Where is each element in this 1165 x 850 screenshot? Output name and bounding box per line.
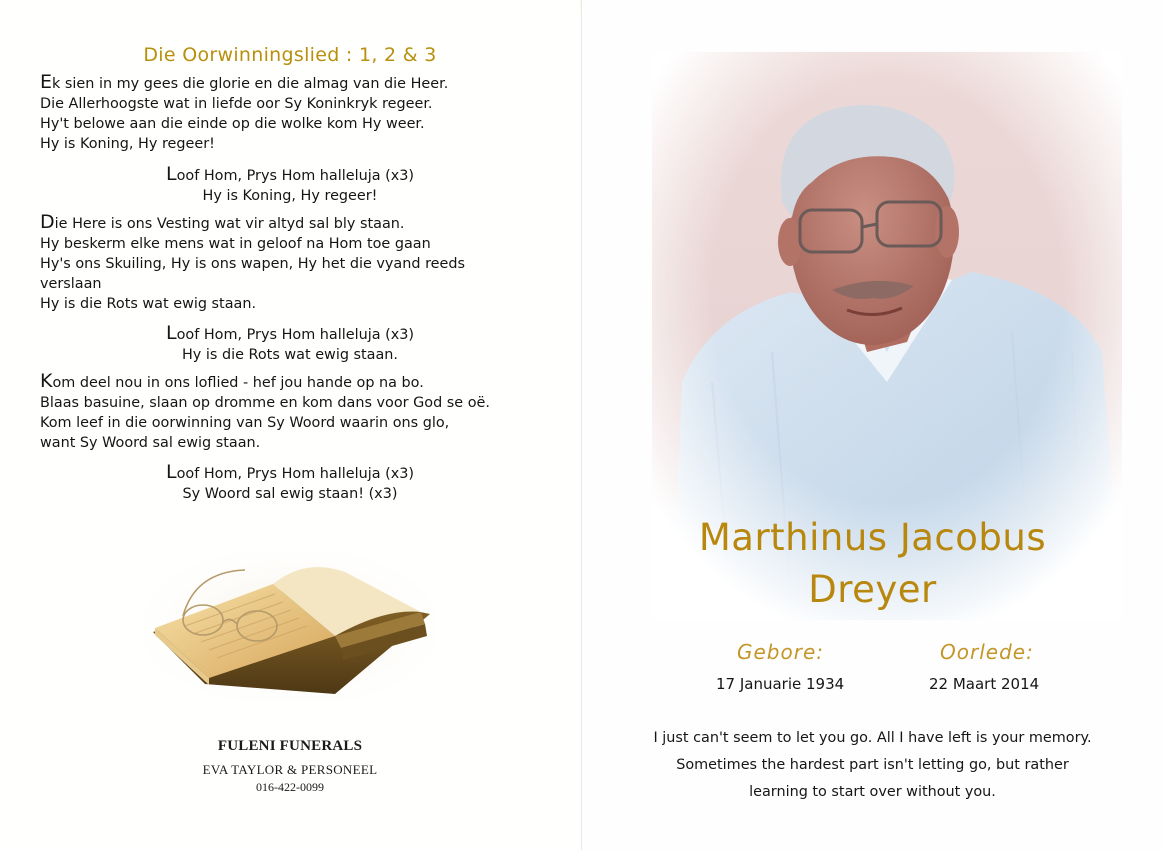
chorus-2 — [0, 322, 580, 365]
verse-line: Die Allerhoogste wat in liefde oor Sy Koninkryk regeer. — [40, 96, 433, 112]
verse-line: Hy't belowe aan die einde op die wolke kom Hy weer. — [40, 116, 425, 132]
left-panel — [0, 0, 580, 850]
verse-line: Hy beskerm elke mens wat in geloof na Hom toe gaan — [40, 236, 431, 252]
verse-2 — [40, 211, 560, 314]
verse-line: Hy is Koning, Hy regeer! — [40, 136, 215, 152]
quote-line: I just can't seem to let you go. All I have left is your memory. — [653, 730, 1092, 746]
verse-1 — [40, 71, 560, 154]
verse-3 — [40, 370, 560, 453]
born-label: Gebore: — [737, 640, 824, 664]
died-label: Oorlede: — [940, 640, 1034, 664]
verse-line: Hy's ons Skuiling, Hy is ons wapen, Hy het die vyand reeds — [40, 256, 466, 272]
chorus-initial: L — [166, 322, 177, 344]
funeral-home-staff: EVA TAYLOR & PERSONEEL — [202, 762, 378, 777]
verse-line: k sien in my gees die glorie en die almag van die Heer. — [52, 76, 449, 92]
chorus-line: Hy is Koning, Hy regeer! — [202, 188, 378, 204]
verse-initial: K — [40, 370, 53, 392]
chorus-initial: L — [166, 163, 177, 185]
quote-line: learning to start over without you. — [749, 784, 996, 800]
chorus-line: Sy Woord sal ewig staan! (x3) — [182, 486, 398, 502]
chorus-line: oof Hom, Prys Hom halleluja (x3) — [176, 327, 414, 343]
open-book-with-glasses-image — [145, 552, 435, 702]
funeral-home-name: FULENI FUNERALS — [217, 738, 363, 754]
deceased-name-line2: Dreyer — [808, 568, 937, 611]
verse-line: verslaan — [40, 276, 102, 292]
chorus-line: Hy is die Rots wat ewig staan. — [181, 347, 399, 363]
chorus-line: oof Hom, Prys Hom halleluja (x3) — [176, 168, 414, 184]
verse-line: ie Here is ons Vesting wat vir altyd sal bly staan. — [54, 216, 405, 232]
verse-line: Kom leef in die oorwinning van Sy Woord waarin ons glo, — [40, 415, 450, 431]
verse-line: want Sy Woord sal ewig staan. — [40, 435, 261, 451]
funeral-home-phone: 016-422-0099 — [256, 780, 324, 794]
born-date: 17 Januarie 1934 — [716, 675, 845, 693]
verse-initial: D — [40, 211, 55, 233]
verse-line: Blaas basuine, slaan op dromme en kom dans voor God se oë. — [40, 395, 490, 411]
hymn-title: Die Oorwinningslied : 1, 2 & 3 — [143, 44, 437, 66]
chorus-initial: L — [166, 461, 177, 483]
verse-line: Hy is die Rots wat ewig staan. — [40, 296, 257, 312]
verse-line: om deel nou in ons loflied - hef jou hande op na bo. — [52, 375, 424, 391]
died-date: 22 Maart 2014 — [929, 675, 1040, 693]
chorus-3 — [0, 461, 580, 504]
verse-initial: E — [40, 71, 53, 93]
chorus-1 — [0, 163, 580, 206]
memorial-quote — [580, 725, 1165, 806]
quote-line: Sometimes the hardest part isn't letting go, but rather — [676, 757, 1069, 773]
chorus-line: oof Hom, Prys Hom halleluja (x3) — [176, 466, 414, 482]
deceased-name-line1: Marthinus Jacobus — [698, 516, 1047, 559]
